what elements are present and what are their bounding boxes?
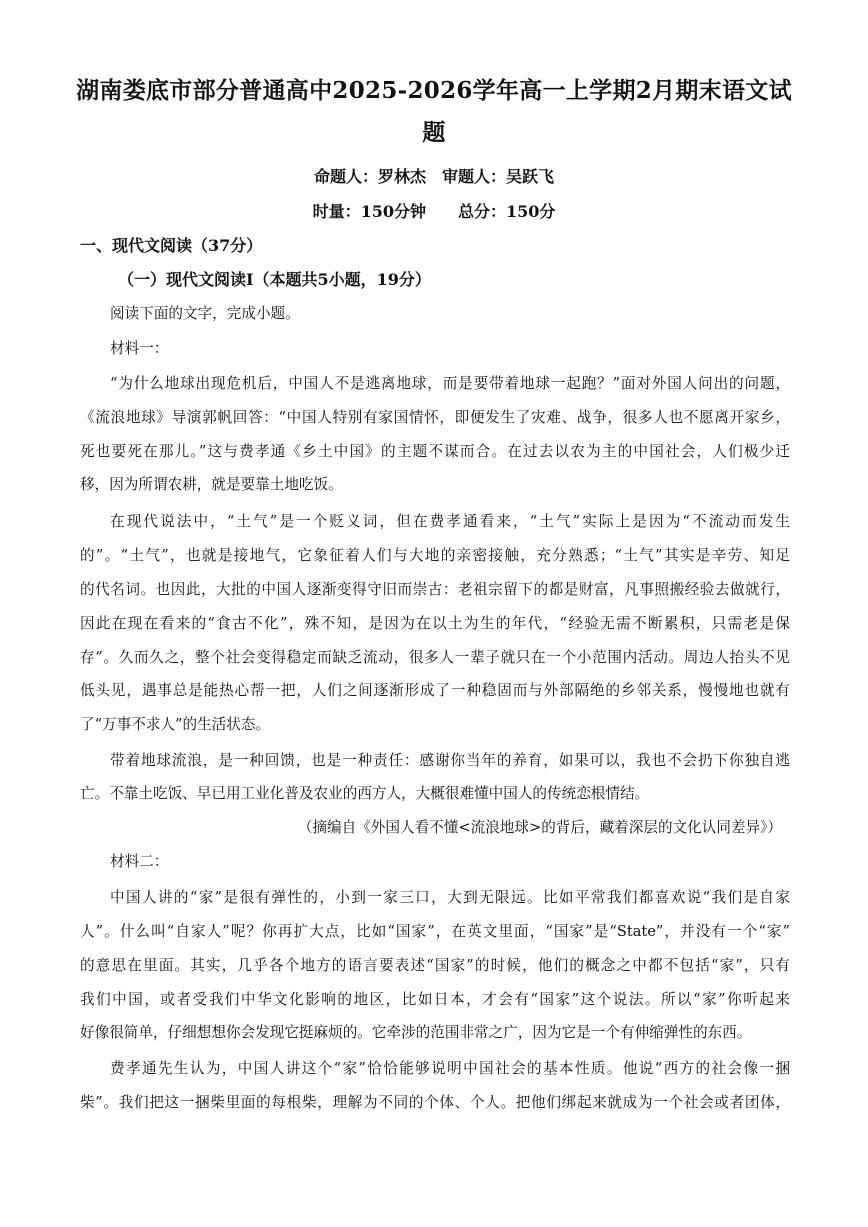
paragraph-line: 的”。“土气”，也就是接地气，它象征着人们与大地的亲密接触，充分熟悉；“土气”其实是辛劳、知足 (80, 547, 790, 564)
paragraph-line: 移，因为所谓农耕，就是要靠土地吃饭。 (80, 476, 343, 493)
title-line-2: 题 (422, 119, 446, 146)
paragraph-line: 在现代说法中，“土气”是一个贬义词，但在费孝通看来，“土气”实际上是因为“不流动而发生 (110, 513, 790, 530)
paragraph-line: 费孝通先生认为，中国人讲这个“家”恰恰能够说明中国社会的基本性质。他说“西方的社会像一捆 (110, 1060, 790, 1077)
paragraph-line: 中国人讲的“家”是很有弹性的，小到一家三口，大到无限远。比如平常我们都喜欢说“我们是自家 (110, 889, 790, 906)
paragraph-line: 低头见，遇事总是能热心帮一把，人们之间逐渐形成了一种稳固而与外部隔绝的乡邻关系，慢慢地也就有 (80, 682, 790, 699)
title-line-1: 湖南娄底市部分普通高中2025-2026学年高一上学期2月期末语文试 (76, 77, 792, 104)
material-one-source: （摘编自《外国人看不懂<流浪地球>的背后，藏着深层的文化认同差异》） (297, 819, 782, 836)
paragraph-line: 亡。不靠土吃饭、早已用工业化普及农业的西方人，大概很难懂中国人的传统恋根情结。 (80, 785, 650, 802)
paragraph-line: 因此在现在看来的“食古不化”，殊不知，是因为在以土为生的年代，“经验无需不断累积，只需老是保 (80, 615, 790, 632)
paragraph-line: 好像很简单，仔细想想你会发现它挺麻烦的。它牵涉的范围非常之广，因为它是一个有伸缩弹性的东西。 (80, 1024, 752, 1041)
time-score-line: 时量：150分钟 总分：150分 (312, 202, 556, 221)
paragraph-line: 人”。什么叫“自家人”呢？你再扩大点，比如“国家”，在英文里面，“国家”是“State”，并没有一个“家” (80, 923, 790, 940)
paragraph-line: 了“万事不求人”的生活状态。 (80, 716, 271, 733)
material-one-label: 材料一： (110, 340, 169, 357)
paragraph-line: 我们中国，或者受我们中华文化影响的地区，比如日本，才会有“国家”这个说法。所以“家”你听起来 (80, 991, 790, 1008)
paragraph-line: 《流浪地球》导演郭帆回答：“中国人特别有家国情怀，即便发生了灾难、战争，很多人也不愿离开家乡， (80, 409, 790, 426)
paragraph-line: 带着地球流浪，是一种回馈，也是一种责任：感谢你当年的养育，如果可以，我也不会扔下你独自逃 (110, 752, 790, 769)
paragraph-line: 存”。久而久之，整个社会变得稳定而缺乏流动，很多人一辈子就只在一个小范围内活动。周边人抬头不见 (80, 649, 790, 666)
instruction-text: 阅读下面的文字，完成小题。 (110, 305, 300, 322)
paragraph-line: “为什么地球出现危机后，中国人不是逃离地球，而是要带着地球一起跑？”面对外国人问出的问题， (110, 375, 790, 392)
authors-line: 命题人：罗林杰 审题人：吴跃飞 (313, 167, 554, 186)
material-two-label: 材料二： (110, 853, 169, 870)
paragraph-line: 柴”。我们把这一捆柴里面的每根柴，理解为不同的个体、个人。把他们绑起来就成为一个社会或者团体， (80, 1094, 790, 1111)
paragraph-line: 的代名词。也因此，大批的中国人逐渐变得守旧而崇古：老祖宗留下的都是财富，凡事照搬经验去做就行， (80, 581, 790, 598)
exam-title (60, 72, 808, 152)
paragraph-line: 的意思在里面。其实，几乎各个地方的语言要表述“国家”的时候，他们的概念之中都不包括“家”，只有 (80, 957, 790, 974)
paragraph-line: 死也要死在那儿。”这与费孝通《乡土中国》的主题不谋而合。在过去以农为主的中国社会，人们极少迁 (80, 443, 790, 460)
subsection-heading: （一）现代文阅读Ⅰ（本题共5小题，19分） (118, 270, 431, 289)
section-heading: 一、现代文阅读（37分） (80, 236, 263, 255)
